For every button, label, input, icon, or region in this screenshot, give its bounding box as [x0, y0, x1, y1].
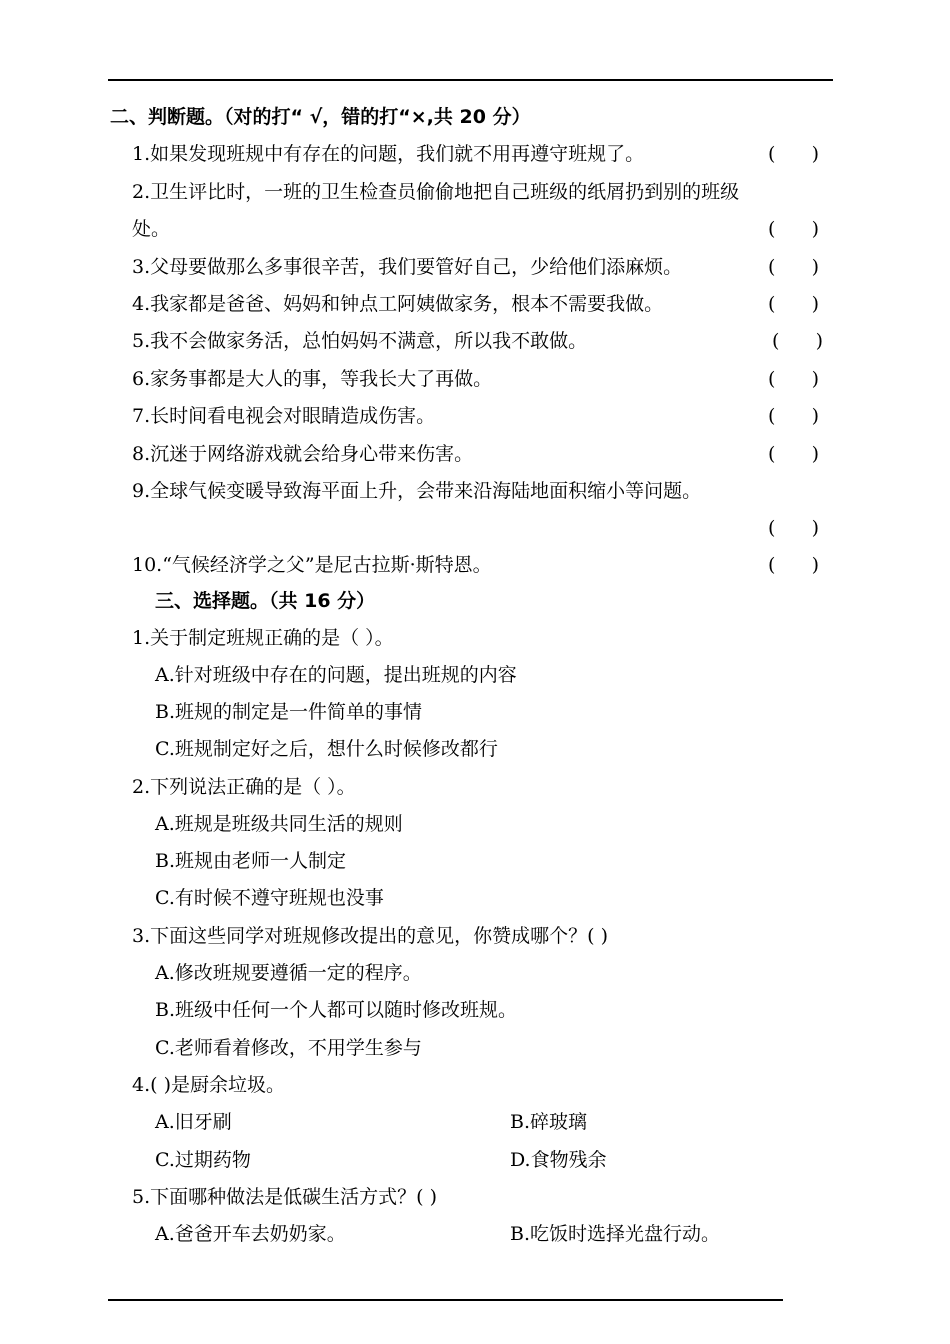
section2-title: 二、判断题。（对的打“ √，错的打“×,共 20 分）: [110, 106, 531, 128]
choice-q4-option-a[interactable]: A.旧牙刷: [155, 1111, 232, 1133]
choice-q3-option-c[interactable]: C.老师看着修改，不用学生参与: [155, 1037, 422, 1059]
choice-q2-option-b[interactable]: B.班规由老师一人制定: [155, 850, 347, 872]
choice-q4-option-b[interactable]: B.碎玻璃: [510, 1111, 588, 1133]
choice-q1-stem: 1.关于制定班规正确的是（ ）。: [132, 627, 394, 649]
choice-q3-option-a[interactable]: A.修改班规要遵循一定的程序。: [155, 962, 422, 984]
answer-paren-8[interactable]: ( ): [768, 443, 820, 465]
choice-q4-option-c[interactable]: C.过期药物: [155, 1149, 251, 1171]
choice-q3-stem: 3.下面这些同学对班规修改提出的意见，你赞成哪个？( ): [132, 925, 608, 947]
choice-q2-option-c[interactable]: C.有时候不遵守班规也没事: [155, 887, 384, 909]
answer-paren-9[interactable]: ( ): [768, 517, 820, 539]
choice-q4-stem: 4.( )是厨余垃圾。: [132, 1074, 285, 1096]
judge-item-3: 3.父母要做那么多事很辛苦，我们要管好自己，少给他们添麻烦。: [132, 256, 683, 278]
answer-paren-4[interactable]: ( ): [768, 293, 820, 315]
judge-item-8: 8.沉迷于网络游戏就会给身心带来伤害。: [132, 443, 474, 465]
top-rule: [108, 79, 833, 81]
choice-q5-option-b[interactable]: B.吃饭时选择光盘行动。: [510, 1223, 721, 1245]
judge-item-4: 4.我家都是爸爸、妈妈和钟点工阿姨做家务，根本不需要我做。: [132, 293, 664, 315]
judge-item-10: 10.“气候经济学之父”是尼古拉斯·斯特恩。: [132, 554, 492, 576]
choice-q3-option-b[interactable]: B.班级中任何一个人都可以随时修改班规。: [155, 999, 518, 1021]
judge-item-6: 6.家务事都是大人的事，等我长大了再做。: [132, 368, 493, 390]
answer-paren-1[interactable]: ( ): [768, 143, 820, 165]
answer-paren-6[interactable]: ( ): [768, 368, 820, 390]
choice-q4-option-d[interactable]: D.食物残余: [510, 1149, 607, 1171]
choice-q5-stem: 5.下面哪种做法是低碳生活方式？( ): [132, 1186, 437, 1208]
choice-q2-option-a[interactable]: A.班规是班级共同生活的规则: [155, 813, 403, 835]
choice-q5-option-a[interactable]: A.爸爸开车去奶奶家。: [155, 1223, 346, 1245]
judge-item-2: 2.卫生评比时，一班的卫生检查员偷偷地把自己班级的纸屑扔到别的班级: [132, 181, 740, 203]
answer-paren-10[interactable]: ( ): [768, 554, 820, 576]
answer-paren-5[interactable]: ( ): [772, 330, 824, 352]
choice-q1-option-c[interactable]: C.班规制定好之后，想什么时候修改都行: [155, 738, 498, 760]
bottom-rule: [108, 1299, 783, 1301]
judge-item-1: 1.如果发现班规中有存在的问题，我们就不用再遵守班规了。: [132, 143, 645, 165]
judge-item-7: 7.长时间看电视会对眼睛造成伤害。: [132, 405, 436, 427]
section3-title: 三、选择题。（共 16 分）: [155, 590, 376, 612]
choice-q1-option-a[interactable]: A.针对班级中存在的问题，提出班规的内容: [155, 664, 517, 686]
judge-item-9: 9.全球气候变暖导致海平面上升，会带来沿海陆地面积缩小等问题。: [132, 480, 702, 502]
judge-item-2-cont: 处。: [132, 218, 171, 240]
choice-q2-stem: 2.下列说法正确的是（ ）。: [132, 776, 356, 798]
choice-q1-option-b[interactable]: B.班规的制定是一件简单的事情: [155, 701, 423, 723]
answer-paren-3[interactable]: ( ): [768, 256, 820, 278]
judge-item-5: 5.我不会做家务活，总怕妈妈不满意，所以我不敢做。: [132, 330, 588, 352]
answer-paren-7[interactable]: ( ): [768, 405, 820, 427]
answer-paren-2[interactable]: ( ): [768, 218, 820, 240]
